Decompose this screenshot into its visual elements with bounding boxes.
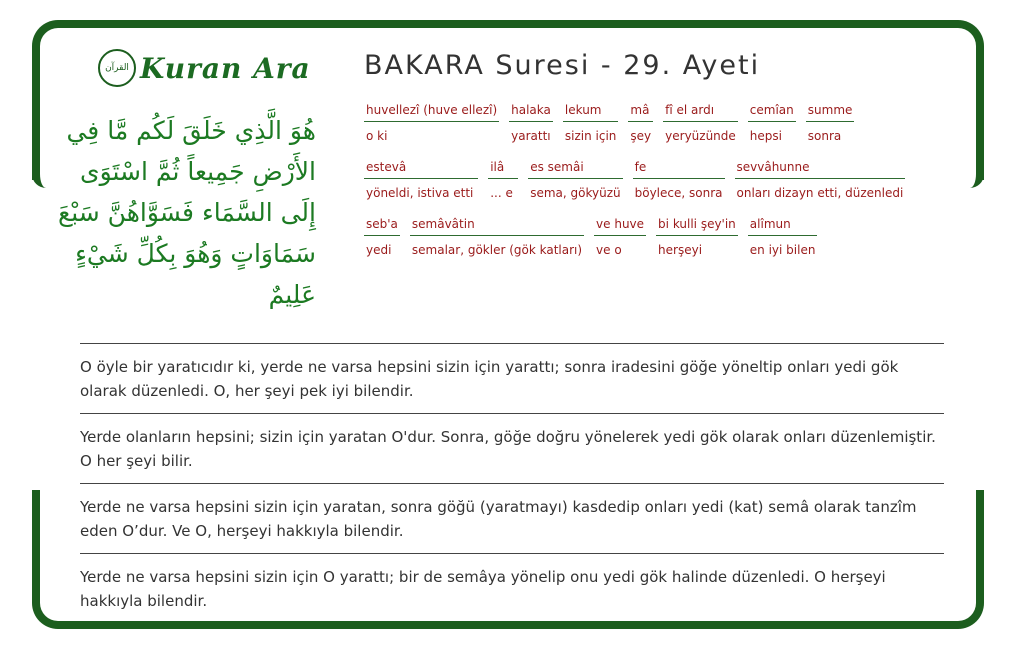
word-meaning: yeryüzünde xyxy=(665,129,736,143)
word-transliteration: bi kulli şey'in xyxy=(656,217,738,236)
word-meaning: yöneldi, istiva etti xyxy=(366,186,474,200)
translation-item: Yerde olanların hepsini; sizin için yaratan O'dur. Sonra, göğe doğru yönelerek yedi gök olarak onları düzenlemiştir. O her şeyi bilir. xyxy=(80,413,944,483)
word-meaning: o ki xyxy=(366,129,388,143)
word-item[interactable] xyxy=(806,103,855,143)
word-row xyxy=(364,217,924,257)
word-transliteration: fe xyxy=(633,160,725,179)
word-meaning: en iyi bilen xyxy=(749,243,816,257)
word-transliteration: semâvâtin xyxy=(410,217,584,236)
word-transliteration: ilâ xyxy=(488,160,518,179)
word-item[interactable] xyxy=(748,103,796,143)
word-transliteration: huvellezî (huve ellezî) xyxy=(364,103,499,122)
word-item[interactable] xyxy=(364,217,400,257)
word-item[interactable] xyxy=(735,160,906,200)
word-item[interactable] xyxy=(594,217,646,257)
word-meaning: ... e xyxy=(490,186,513,200)
arabic-verse: هُوَ الَّذِي خَلَقَ لَكُم مَّا فِي الأَرْضِ جَمِيعاً ثُمَّ اسْتَوَى إِلَى السَّمَاء فَسَوَّاهُنَّ سَبْعَ سَمَاوَاتٍ وَهُوَ بِكُلِّ شَيْءٍ عَلِيمٌ xyxy=(57,116,316,309)
word-row xyxy=(364,160,924,200)
word-item[interactable] xyxy=(488,160,518,200)
word-meaning: herşeyi xyxy=(658,243,703,257)
word-item[interactable] xyxy=(563,103,619,143)
word-transliteration: cemîan xyxy=(748,103,796,122)
word-item[interactable] xyxy=(633,160,725,200)
word-item[interactable] xyxy=(628,103,653,143)
translation-item: O öyle bir yaratıcıdır ki, yerde ne varsa hepsini sizin için yarattı; sonra iradesini göğe yöneltip onları yedi gök olarak düzenledi. O, her şeyi pek iyi bilendir. xyxy=(80,343,944,413)
word-transliteration: halaka xyxy=(509,103,553,122)
translations-list xyxy=(80,343,944,623)
word-item[interactable] xyxy=(509,103,553,143)
word-meaning: şey xyxy=(630,129,652,143)
word-item[interactable] xyxy=(528,160,622,200)
word-meaning: sema, gökyüzü xyxy=(530,186,621,200)
word-transliteration: summe xyxy=(806,103,855,122)
logo-text: Kuran Ara xyxy=(140,51,311,85)
translation-item: Yerde ne varsa hepsini sizin için yaratan, sonra göğü (yaratmayı) kasdedip onları yedi (kat) semâ olarak tanzîm eden O’dur. Ve O, herşeyi hakkıyla bilendir. xyxy=(80,483,944,553)
word-transliteration: seb'a xyxy=(364,217,400,236)
word-meaning: yedi xyxy=(366,243,392,257)
word-meaning: hepsi xyxy=(749,129,782,143)
frame-gap-left xyxy=(28,188,48,490)
word-item[interactable] xyxy=(748,217,818,257)
word-meaning: yarattı xyxy=(511,129,551,143)
page-title: BAKARA Suresi - 29. Ayeti xyxy=(364,50,761,81)
word-transliteration: ve huve xyxy=(594,217,646,236)
quran-seal-icon: القرآن xyxy=(98,49,136,87)
word-meaning: sizin için xyxy=(564,129,617,143)
word-row xyxy=(364,103,924,143)
word-item[interactable] xyxy=(364,160,478,200)
word-item[interactable] xyxy=(364,103,499,143)
frame-gap-right xyxy=(976,188,996,490)
word-by-word xyxy=(364,103,924,274)
word-item[interactable] xyxy=(410,217,584,257)
frame-right-tail xyxy=(966,160,984,188)
word-transliteration: lekum xyxy=(563,103,619,122)
word-item[interactable] xyxy=(656,217,738,257)
site-logo[interactable] xyxy=(98,46,311,90)
word-item[interactable] xyxy=(663,103,738,143)
word-meaning: böylece, sonra xyxy=(634,186,723,200)
word-transliteration: fî el ardı xyxy=(663,103,738,122)
frame-left-tail xyxy=(32,160,50,188)
word-transliteration: sevvâhunne xyxy=(735,160,906,179)
word-meaning: sonra xyxy=(807,129,842,143)
word-meaning: ve o xyxy=(596,243,622,257)
word-transliteration: mâ xyxy=(628,103,653,122)
word-transliteration: estevâ xyxy=(364,160,478,179)
word-transliteration: es semâi xyxy=(528,160,622,179)
translation-item: Yerde ne varsa hepsini sizin için O yarattı; bir de semâya yönelip onu yedi gök halinde düzenledi. O herşeyi hakkıyla bilendir. xyxy=(80,553,944,623)
word-meaning: semalar, gökler (gök katları) xyxy=(411,243,583,257)
word-meaning: onları dizayn etti, düzenledi xyxy=(736,186,904,200)
word-transliteration: alîmun xyxy=(748,217,818,236)
